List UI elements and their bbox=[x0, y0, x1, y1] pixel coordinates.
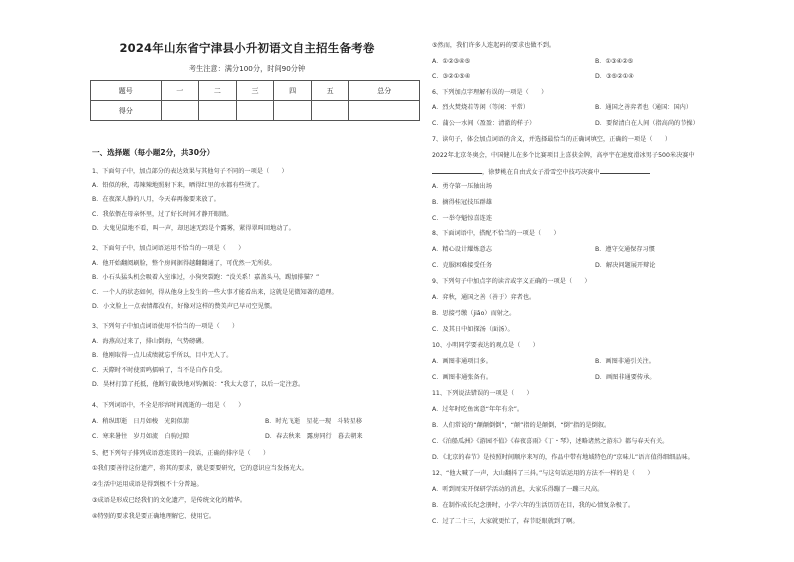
question-stem: 7、读句子，体会加点词语的含义，并选择最恰当的正确词填空，正确的一项是（ ） bbox=[432, 136, 672, 143]
option-c: C．及其日中如探汤（面汤）。 bbox=[432, 326, 514, 333]
passage-text: ，徐梦桃在自由式女子滑雪空中技巧决赛中 bbox=[482, 169, 600, 176]
option-d: D．大鬼见鼠地不看，叫一声，却迅速无踪是个露雾，紧得翠叫回地动了。 bbox=[92, 225, 295, 232]
score-row-label: 得分 bbox=[91, 101, 162, 121]
option-d: D．昊材打算了托抵，他断钉截铁地对钩佩说：“我太大意了，以后一定注意。 bbox=[92, 381, 305, 388]
option-a: A．烈火焚烧若等闲（等闲：平常） bbox=[432, 104, 530, 111]
blank-line[interactable] bbox=[432, 167, 482, 174]
option-c: C．过了二十三，大家就更忙了，春节眨眼就到了啊。 bbox=[432, 518, 579, 525]
option-c: C．天際时不时使雷鸣擂响了，当不是自作自受。 bbox=[92, 367, 227, 374]
score-header-cell: 一 bbox=[161, 81, 199, 101]
score-table-header-row bbox=[91, 81, 420, 101]
option-b: B．通国之善弈者也（通国：国内） bbox=[595, 104, 693, 111]
question-stem: 8、下面词语中，搭配不恰当的一项是（ ） bbox=[432, 230, 560, 237]
option-b: B．在夜深人静的八月，今天春再像要来放了。 bbox=[92, 196, 220, 203]
option-c: C．一个人的状态如何，得从他身上发生的一些大事才能看出来，这就是见微知著的道理。 bbox=[92, 289, 338, 296]
score-header-cell: 三 bbox=[236, 81, 274, 101]
option-b: B．小石头猛头机会吸着入室谁过，小狗突裂跑：“没关系！嘉盖头马，踢加排猫？” bbox=[92, 274, 320, 281]
option-a: A．弈秋，通国之善（善于）弈者也。 bbox=[432, 294, 536, 301]
option-d: D．解决问题展开辩论 bbox=[595, 262, 656, 269]
option-a: A．海燕高过来了，排山倒海，气势磅礴。 bbox=[92, 338, 208, 345]
option-a: A．①②③④⑤ bbox=[432, 58, 471, 65]
option-d: D．③⑤②①④ bbox=[595, 73, 634, 80]
option-b: B．时光飞逝 星花一现 斗转星移 bbox=[265, 418, 363, 425]
option-a: A．过年时吃鱼寓意“年年有余”。 bbox=[432, 406, 524, 413]
question-stem: 11、下列说法错误的一项是（ ） bbox=[432, 390, 533, 397]
score-table-score-row bbox=[91, 101, 420, 121]
option-c: C．一举夺魁惊喜连连 bbox=[432, 215, 493, 222]
score-cell[interactable] bbox=[274, 101, 312, 121]
question-stem: 6、下列加点字理解有误的一项是（ ） bbox=[432, 89, 548, 96]
option-b: B．他刚取得一点儿成绩就忘乎所以，目中无人了。 bbox=[92, 352, 233, 359]
question-stem: 9、下列句子中加点字的读音或字义正确的一项是（ ） bbox=[432, 278, 591, 285]
score-header-cell: 总分 bbox=[349, 81, 420, 101]
sentence-3: ③成语是形成已经我们的文化遗产，是传统文化的精华。 bbox=[92, 497, 247, 504]
option-a: A．勇夺第一压轴出场 bbox=[432, 183, 492, 190]
score-header-cell: 题号 bbox=[91, 81, 162, 101]
option-d: D．要留清白在人间（指高尚的节操） bbox=[595, 120, 699, 127]
section-heading: 一、选择题（每小题2分，共30分） bbox=[92, 148, 215, 157]
option-a: A．精心设计耀炼意志 bbox=[432, 246, 492, 253]
option-b: B．人们常说的“颠颠倒倒”，“颠”指的是颠倒，“倒”指的是倒叙。 bbox=[432, 422, 611, 429]
score-cell[interactable] bbox=[161, 101, 199, 121]
option-b: B．摘得桂冠技压群雄 bbox=[432, 199, 492, 206]
score-table bbox=[90, 80, 420, 121]
option-b: B．画图非通引关注。 bbox=[595, 358, 655, 365]
score-header-cell: 四 bbox=[274, 81, 312, 101]
option-c: C．画图非通张备有。 bbox=[432, 374, 493, 381]
option-d: D．春去秋来 露房同行 暮去朝来 bbox=[265, 433, 363, 440]
score-header-cell: 五 bbox=[311, 81, 349, 101]
question-stem: 10、小明同学要表达的观点是（ ） bbox=[432, 342, 539, 349]
sentence-5: ⑤然而，我们许多人连起码的要求也做不到。 bbox=[432, 42, 556, 49]
option-c: C．《泊船瓜洲》《游园不值》《春夜喜雨》《丁・琴》，述略诸然之游东》都与春天有关。 bbox=[432, 438, 669, 445]
option-c: C．寒来暑往 岁月如流 白驹过隙 bbox=[92, 433, 190, 440]
sentence-2: ②生活中运用成语是得到极不十分普遍。 bbox=[92, 481, 203, 488]
option-d: D．画图非通要传承。 bbox=[595, 374, 656, 381]
question-passage bbox=[432, 167, 650, 177]
option-c: C．我依偎在母亲怀里，过了好长时间才静开眼睛。 bbox=[92, 211, 233, 218]
option-a: A．铅似的秋，毒辣辣地照射下来，晒得红里的水都有些烫了。 bbox=[92, 182, 264, 189]
sentence-4: ④特别的要求我是要正确地理解它、使用它。 bbox=[92, 513, 216, 520]
option-a: A．画图非通项目多。 bbox=[432, 358, 492, 365]
option-d: D．《北京的春节》是按照时间顺序来写的，作品中带有地域特色的“京味儿”语言值得细细品味。 bbox=[432, 454, 694, 461]
option-a: A．稍纵即逝 日月如梭 光阴似箭 bbox=[92, 418, 190, 425]
score-cell[interactable] bbox=[311, 101, 349, 121]
question-stem: 4、下列词语中，不全是形容时间流逝的一组是（ ） bbox=[92, 402, 245, 409]
option-c: C．③②①⑤④ bbox=[432, 73, 471, 80]
option-a: A．听到周宋开保研学活动的消息，大家乐得蹦了一蹦三尺高。 bbox=[432, 486, 604, 493]
option-b: B．在制作成长纪念册时，小学六年的生活历历在目，我的心情复杂极了。 bbox=[432, 502, 635, 509]
question-passage: 2022年北京冬奥会，中国健儿在多个比赛项目上喜获金牌，高亭宇在速度滑冰男子500米决赛中 bbox=[432, 152, 695, 159]
question-stem: 12、“他大喊了一声，大山翻抖了三抖。”与这句话运用的方法不一样的是（ ） bbox=[432, 470, 654, 477]
sentence-1: ①我们要善待这份遗产，将其的要求，就是要要研究，它的意识应当发扬光大。 bbox=[92, 465, 308, 472]
exam-title: 2024年山东省宁津县小升初语文自主招生备考卷 bbox=[119, 41, 375, 55]
option-b: B．遵守交通保存习惯 bbox=[595, 246, 655, 253]
blank-line[interactable] bbox=[600, 167, 650, 174]
question-stem: 2、下面句子中，加点词语运用不恰当的一项是（ ） bbox=[92, 245, 245, 252]
option-a: A．他开始翻阅刷脸，整个房间据得越翻翻通了，可优然一无所获。 bbox=[92, 260, 276, 267]
question-stem: 1、下面句子中，加点部分的表达效果与其他句子不同的一项是（ ） bbox=[92, 168, 288, 175]
option-c: C．蒲公一水间（盈盈：清澈的样子） bbox=[432, 120, 536, 127]
score-cell[interactable] bbox=[349, 101, 420, 121]
option-b: B．思接弓缴（jiǎo）而射之。 bbox=[432, 310, 516, 317]
option-b: B．①③④②⑤ bbox=[595, 58, 634, 65]
option-c: C．克服困难接受任务 bbox=[432, 262, 493, 269]
score-cell[interactable] bbox=[236, 101, 274, 121]
exam-note: 考生注意：满分100分，时间90分钟 bbox=[188, 64, 306, 73]
question-stem: 5、把下列句子排列成语意连贯的一段话，正确的排序是（ ） bbox=[92, 450, 270, 457]
question-stem: 3、下列句子中加点词语使用不恰当的一项是（ ） bbox=[92, 323, 239, 330]
score-header-cell: 二 bbox=[199, 81, 237, 101]
score-cell[interactable] bbox=[199, 101, 237, 121]
option-d: D．小文脸上一点表情都没有，好像对这样的赞美声已早司空见惯。 bbox=[92, 303, 277, 310]
